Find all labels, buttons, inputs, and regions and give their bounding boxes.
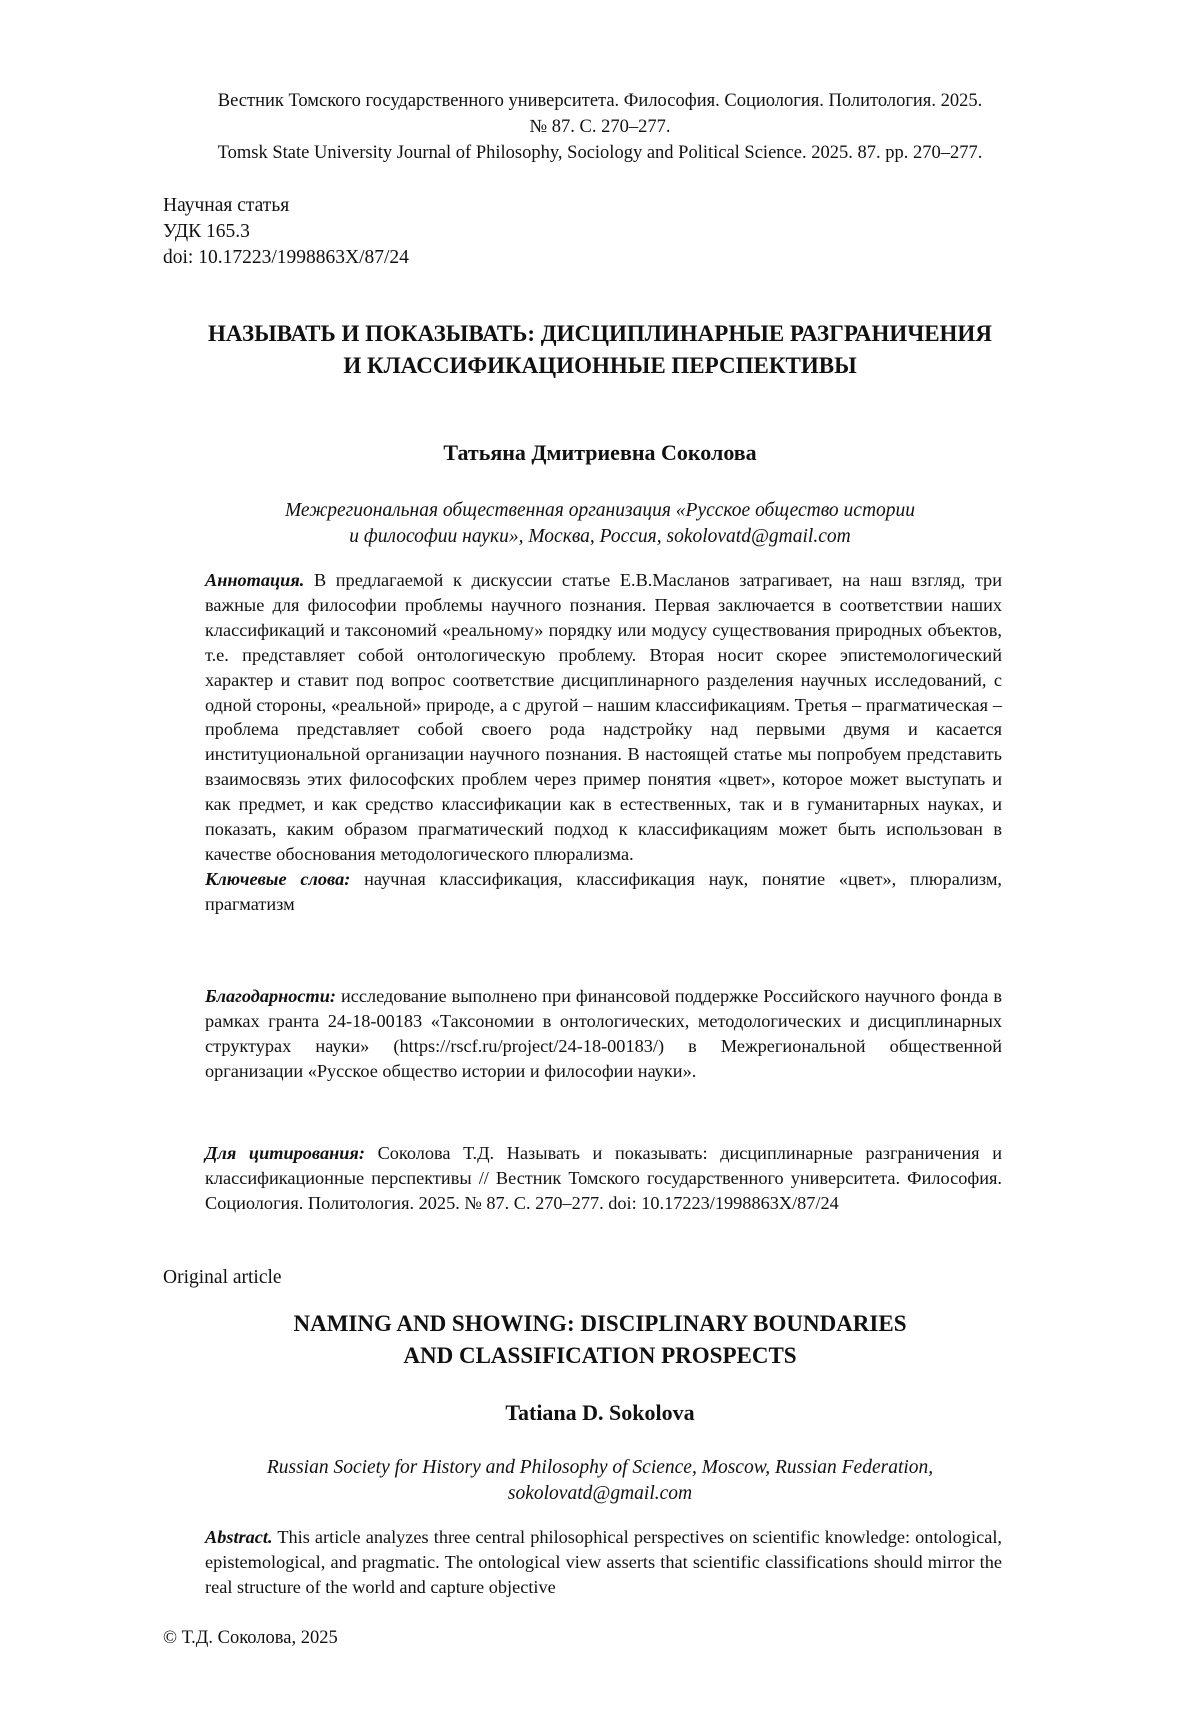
citation-label: Для цитирования: xyxy=(205,1143,365,1163)
journal-title-en: Tomsk State University Journal of Philosophy, Sociology and Political Science. 2025. 87. pp. 270–277. xyxy=(217,143,983,163)
affiliation-en-line2: sokolovatd@gmail.com xyxy=(507,1483,693,1504)
copyright: © Т.Д. Соколова, 2025 xyxy=(163,1628,338,1648)
article-title-en-line1: NAMING AND SHOWING: DISCIPLINARY BOUNDARIES xyxy=(293,1311,907,1336)
udk: УДК 165.3 xyxy=(163,221,250,242)
article-title-en-line2: AND CLASSIFICATION PROSPECTS xyxy=(403,1343,797,1368)
acknowledgements-label: Благодарности: xyxy=(205,986,337,1006)
abstract-en-label: Abstract. xyxy=(205,1527,273,1547)
citation-text: Соколова Т.Д. Называть и показывать: дисциплинарные разграничения и классификационные перспективы // Вестник Томского государственного университета. Философия. Социология. Политология. 2025. № 87. С. 270–277. doi: 10.17223/1998863X/87/24 xyxy=(205,1143,1002,1213)
acknowledgements-ru xyxy=(205,984,1002,1084)
journal-title-ru: Вестник Томского государственного университета. Философия. Социология. Политология. 2025. xyxy=(217,91,983,111)
abstract-ru-label: Аннотация. xyxy=(205,570,305,590)
author-name-ru: Татьяна Дмитриевна Соколова xyxy=(443,440,757,465)
affiliation-ru xyxy=(180,498,1020,550)
acknowledgements-text: исследование выполнено при финансовой поддержке Российского научного фонда в рамках гранта 24-18-00183 «Таксономии в онтологических, методологических и дисциплинарных структурах науки» (https://rscf.ru/project/24-18-00183/) в Межрегиональной общественной организации «Русское общество истории и философии науки». xyxy=(205,986,1002,1081)
affiliation-en-line1: Russian Society for History and Philosophy of Science, Moscow, Russian Federation, xyxy=(266,1457,934,1478)
abstract-en xyxy=(205,1525,1002,1600)
affiliation-en xyxy=(180,1455,1020,1507)
affiliation-ru-line1: Межрегиональная общественная организация «Русское общество истории xyxy=(284,500,916,521)
article-title-ru: НАЗЫВАТЬ И ПОКАЗЫВАТЬ: ДИСЦИПЛИНАРНЫЕ РАЗГРАНИЧЕНИЯ И КЛАССИФИКАЦИОННЫЕ ПЕРСПЕКТИВЫ xyxy=(208,321,992,378)
keywords-ru-text: научная классификация, классификация наук, понятие «цвет», плюрализм, прагматизм xyxy=(205,868,1002,914)
abstract-ru xyxy=(205,568,1002,917)
article-type-en: Original article xyxy=(163,1267,282,1288)
keywords-ru-paragraph xyxy=(205,867,1002,917)
author-name-en: Tatiana D. Sokolova xyxy=(505,1400,695,1425)
article-meta xyxy=(163,193,409,271)
keywords-ru-label: Ключевые слова: xyxy=(205,868,351,889)
abstract-ru-text: В предлагаемой к дискуссии статье Е.В.Масланов затрагивает, на наш взгляд, три важные для философии проблемы научного познания. Первая заключается в соответствии наших классификаций и таксономий «реальному» порядку или модусу существования природных объектов, т.е. представляет собой онтологическую проблему. Вторая носит скорее эпистемологический характер и ставит под вопрос соответствие дисциплинарного разделения научных исследований, с одной стороны, «реальной» природе, а с другой – нашим классификациям. Третья – прагматическая – проблема представляет собой своего рода надстройку над первыми двумя и касается институциональной организации научного познания. В настоящей статье мы попробуем представить взаимосвязь этих философских проблем через пример понятия «цвет», которое может выступать и как предмет, и как средство классификации как в естественных, так и в гуманитарных науках, и показать, каким образом прагматический подход к классификациям может быть использован в качестве обоснования методологического плюрализма. xyxy=(205,570,1002,864)
abstract-ru-paragraph xyxy=(205,568,1002,867)
affiliation-ru-line2: и философии науки», Москва, Россия, sokolovatd@gmail.com xyxy=(349,526,851,547)
article-title-en xyxy=(200,1308,1000,1372)
abstract-en-text: This article analyzes three central philosophical perspectives on scientific knowledge: ontological, epistemological, and pragmatic. The ontological view asserts that scientific classifications should mirror the real structure of the world and capture objective xyxy=(205,1527,1002,1597)
journal-header xyxy=(120,88,1080,166)
citation-ru xyxy=(205,1141,1002,1216)
journal-issue-ru: № 87. С. 270–277. xyxy=(529,117,671,137)
article-type-ru: Научная статья xyxy=(163,195,290,216)
doi: doi: 10.17223/1998863X/87/24 xyxy=(163,247,409,268)
